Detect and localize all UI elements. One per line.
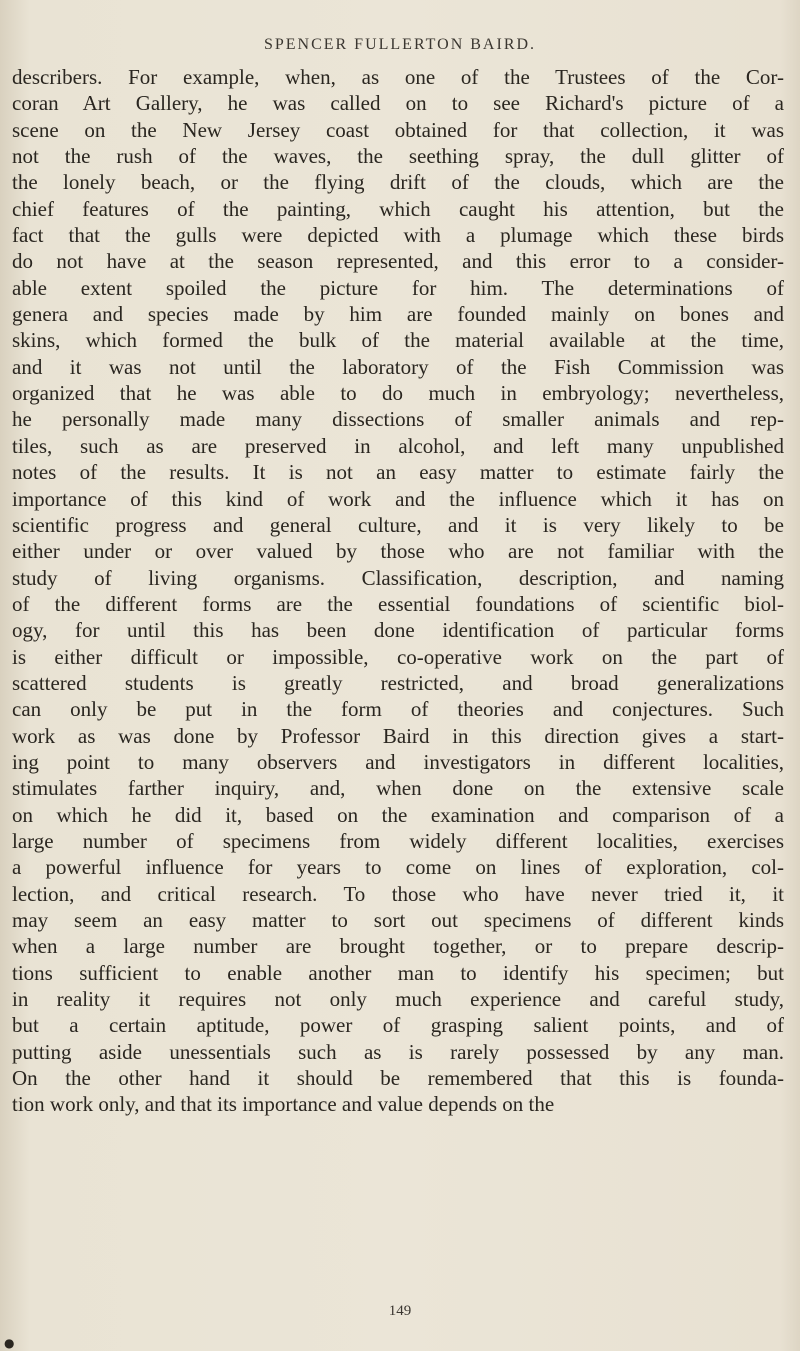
text-line: stimulates farther inquiry, and, when done on the extensive scale — [12, 776, 784, 801]
text-line: describers. For example, when, as one of the Trustees of the Cor- — [12, 65, 784, 89]
text-line: tiles, such as are preserved in alcohol, and left many unpublished — [12, 433, 784, 458]
text-line: can only be put in the form of theories and conjectures. Such — [12, 697, 784, 722]
text-line: not the rush of the waves, the seething spray, the dull glitter of — [12, 144, 784, 169]
text-line: notes of the results. It is not an easy matter to estimate fairly the — [12, 460, 784, 485]
text-line: when a large number are brought together, or to prepare descrip- — [12, 934, 784, 959]
text-line: organized that he was able to do much in embryology; nevertheless, — [12, 381, 784, 406]
text-line: the lonely beach, or the flying drift of the clouds, which are the — [12, 170, 784, 195]
text-line: scene on the New Jersey coast obtained for that collection, it was — [12, 117, 784, 142]
page-number: 149 — [388, 1303, 412, 1319]
text-line: ogy, for until this has been done identification of particular forms — [12, 618, 784, 643]
text-line: tions sufficient to enable another man to identify his specimen; but — [12, 960, 784, 985]
text-line: he personally made many dissections of smaller animals and rep- — [12, 407, 784, 432]
text-line: large number of specimens from widely different localities, exercises — [12, 828, 784, 853]
text-line: a powerful influence for years to come on lines of exploration, col- — [12, 855, 784, 880]
margin-mark-icon: ● — [4, 1336, 15, 1350]
text-line: work as was done by Professor Baird in this direction gives a start- — [12, 723, 784, 748]
text-line: able extent spoiled the picture for him. The determinations of — [12, 275, 784, 300]
text-line: tion work only, and that its importance and value depends on the — [12, 1092, 555, 1117]
text-line: chief features of the painting, which caught his attention, but the — [12, 196, 784, 221]
text-line: do not have at the season represented, and this error to a consider- — [12, 249, 784, 274]
text-line: ing point to many observers and investigators in different localities, — [12, 749, 784, 774]
text-line: study of living organisms. Classification, description, and naming — [12, 565, 784, 590]
text-line: either under or over valued by those who are not familiar with the — [12, 539, 784, 564]
running-head: SPENCER FULLERTON BAIRD. — [263, 36, 537, 53]
text-line: scientific progress and general culture, and it is very likely to be — [12, 512, 784, 537]
text-line: but a certain aptitude, power of grasping salient points, and of — [12, 1013, 784, 1038]
text-line: coran Art Gallery, he was called on to see Richard's picture of a — [12, 91, 784, 116]
text-line: fact that the gulls were depicted with a plumage which these birds — [12, 223, 784, 248]
text-line: lection, and critical research. To those who have never tried it, it — [12, 881, 784, 906]
text-line: skins, which formed the bulk of the material available at the time, — [12, 328, 784, 353]
text-line: is either difficult or impossible, co-operative work on the part of — [12, 644, 784, 669]
text-line: in reality it requires not only much experience and careful study, — [12, 987, 784, 1012]
text-line: genera and species made by him are founded mainly on bones and — [12, 302, 784, 327]
text-line: of the different forms are the essential foundations of scientific biol- — [12, 591, 784, 616]
text-line: scattered students is greatly restricted, and broad generalizations — [12, 670, 784, 695]
text-line: putting aside unessentials such as is rarely possessed by any man. — [12, 1039, 784, 1064]
text-line: may seem an easy matter to sort out specimens of different kinds — [12, 908, 784, 932]
text-line: On the other hand it should be remembered that this is founda- — [12, 1066, 784, 1091]
text-line: on which he did it, based on the examination and comparison of a — [12, 802, 784, 827]
text-line: importance of this kind of work and the influence which it has on — [12, 486, 784, 511]
text-line: and it was not until the laboratory of the Fish Commission was — [12, 354, 784, 379]
body-text — [12, 64, 784, 1118]
